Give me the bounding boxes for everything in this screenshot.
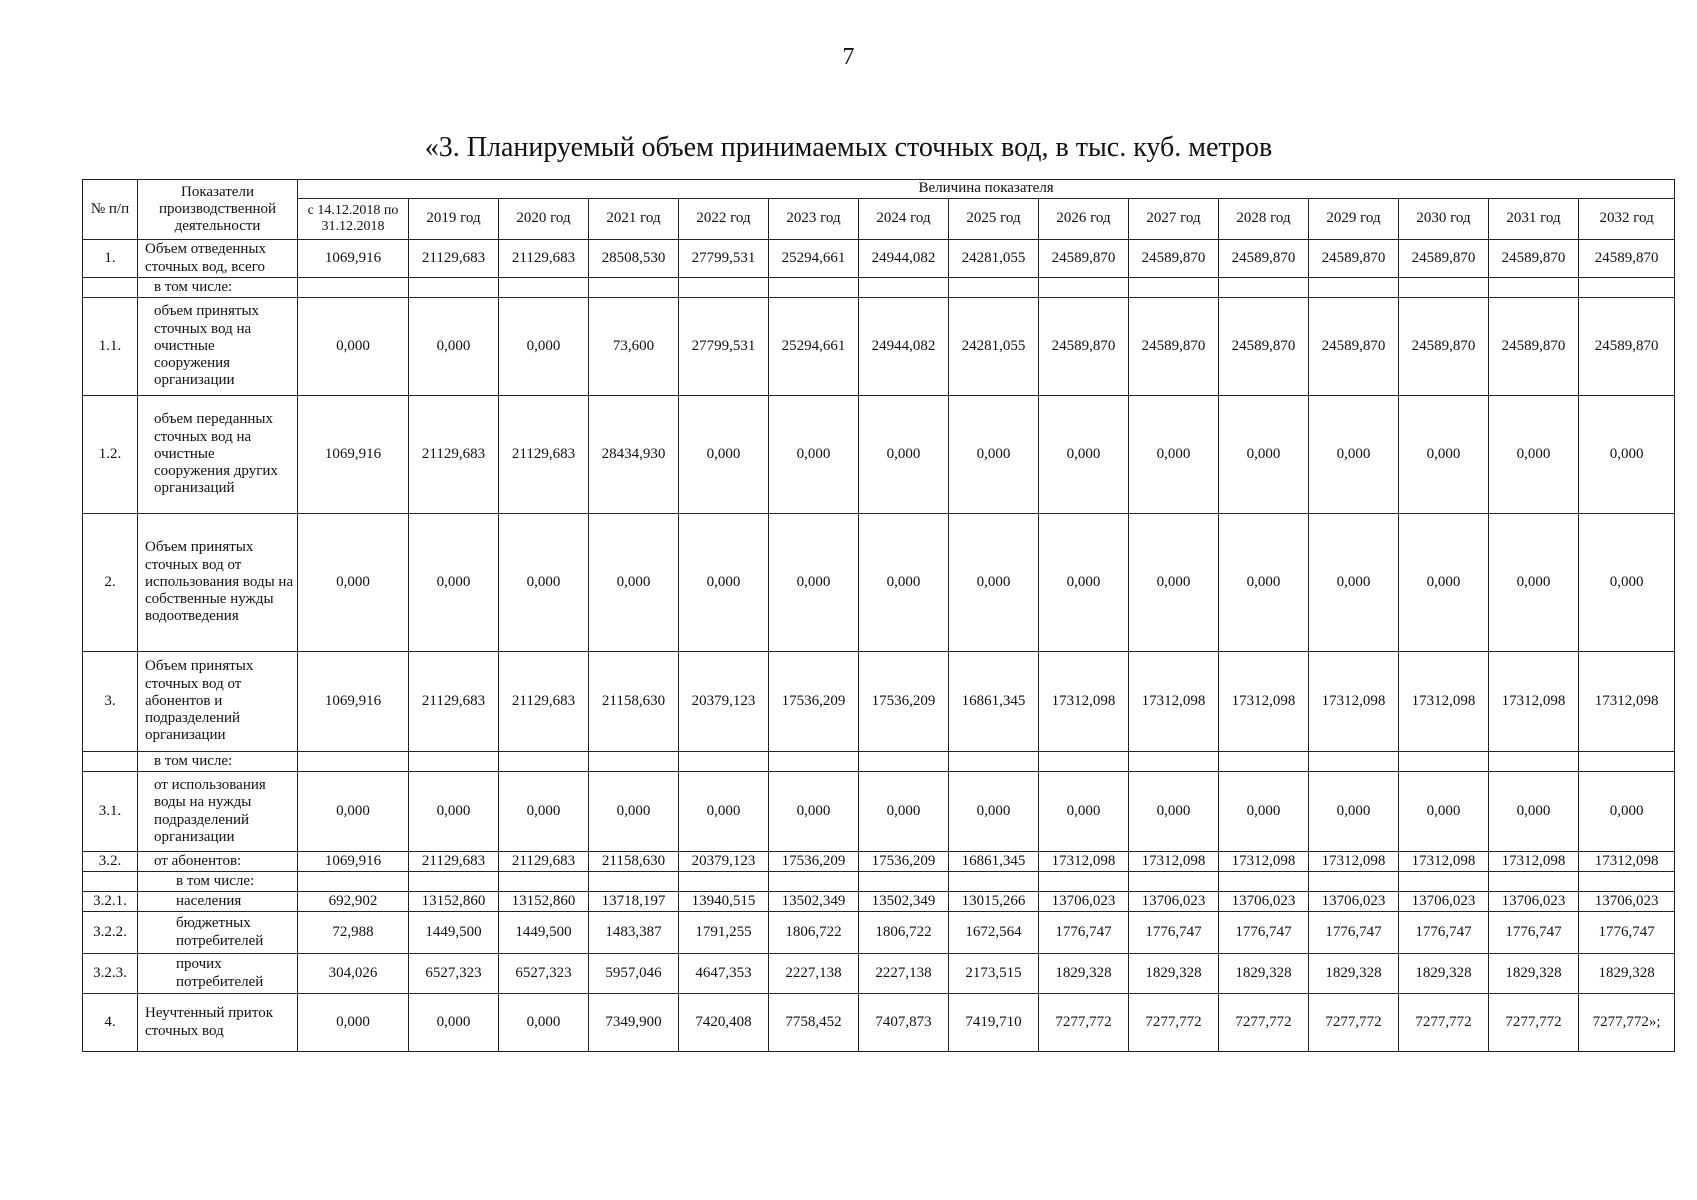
- value-cell: 21129,683: [409, 396, 499, 514]
- value-cell: 0,000: [1489, 514, 1579, 652]
- value-cell: 24281,055: [949, 240, 1039, 278]
- value-cell: 0,000: [1129, 772, 1219, 852]
- value-cell: 13706,023: [1219, 892, 1309, 912]
- value-cell: 0,000: [409, 298, 499, 396]
- value-cell: [949, 278, 1039, 298]
- value-cell: 0,000: [769, 514, 859, 652]
- row-number: [83, 752, 138, 772]
- table-row: [83, 994, 1675, 1052]
- value-cell: 16861,345: [949, 652, 1039, 752]
- row-indicator: объем принятых сточных вод на очистные сооружения организации: [138, 298, 298, 396]
- value-cell: 6527,323: [409, 954, 499, 994]
- value-cell: 24589,870: [1579, 240, 1675, 278]
- value-cell: 1069,916: [298, 852, 409, 872]
- value-cell: 0,000: [1129, 514, 1219, 652]
- value-cell: 0,000: [1399, 396, 1489, 514]
- value-cell: [1579, 752, 1675, 772]
- value-cell: 24944,082: [859, 240, 949, 278]
- value-cell: [1309, 278, 1399, 298]
- row-indicator: от абонентов:: [138, 852, 298, 872]
- value-cell: 17312,098: [1579, 652, 1675, 752]
- header-no: № п/п: [83, 180, 138, 240]
- value-cell: 2227,138: [769, 954, 859, 994]
- value-cell: 24589,870: [1309, 240, 1399, 278]
- value-cell: 0,000: [1579, 772, 1675, 852]
- value-cell: 0,000: [1039, 772, 1129, 852]
- value-cell: [769, 752, 859, 772]
- value-cell: 13706,023: [1399, 892, 1489, 912]
- value-cell: 17312,098: [1309, 652, 1399, 752]
- value-cell: [1129, 752, 1219, 772]
- value-cell: 1776,747: [1489, 912, 1579, 954]
- value-cell: 7349,900: [589, 994, 679, 1052]
- row-indicator: Объем принятых сточных вод от абонентов и подразделений организации: [138, 652, 298, 752]
- value-cell: [1309, 752, 1399, 772]
- value-cell: 21129,683: [499, 852, 589, 872]
- value-cell: [1579, 278, 1675, 298]
- value-cell: [499, 872, 589, 892]
- header-year: 2024 год: [859, 199, 949, 240]
- row-indicator: объем переданных сточных вод на очистные сооружения других организаций: [138, 396, 298, 514]
- row-number: 3.2.2.: [83, 912, 138, 954]
- table-row: [83, 652, 1675, 752]
- value-cell: 1776,747: [1579, 912, 1675, 954]
- value-cell: 0,000: [1309, 772, 1399, 852]
- value-cell: 1806,722: [859, 912, 949, 954]
- value-cell: 0,000: [298, 514, 409, 652]
- header-year: с 14.12.2018 по 31.12.2018: [298, 199, 409, 240]
- value-cell: 1069,916: [298, 240, 409, 278]
- row-indicator: от использования воды на нужды подразделений организации: [138, 772, 298, 852]
- value-cell: [1309, 872, 1399, 892]
- table-row: [83, 852, 1675, 872]
- value-cell: 21129,683: [409, 852, 499, 872]
- value-cell: 0,000: [1399, 514, 1489, 652]
- header-year: 2019 год: [409, 199, 499, 240]
- table-row: [83, 772, 1675, 852]
- row-number: 2.: [83, 514, 138, 652]
- value-cell: 21129,683: [499, 652, 589, 752]
- value-cell: 1483,387: [589, 912, 679, 954]
- row-indicator: прочих потребителей: [138, 954, 298, 994]
- value-cell: 24589,870: [1039, 298, 1129, 396]
- value-cell: 24944,082: [859, 298, 949, 396]
- value-cell: 17536,209: [859, 852, 949, 872]
- value-cell: 17312,098: [1489, 652, 1579, 752]
- value-cell: [589, 278, 679, 298]
- value-cell: 1776,747: [1129, 912, 1219, 954]
- row-number: 1.: [83, 240, 138, 278]
- value-cell: [949, 872, 1039, 892]
- value-cell: [1579, 872, 1675, 892]
- value-cell: 72,988: [298, 912, 409, 954]
- value-cell: 17312,098: [1309, 852, 1399, 872]
- value-cell: [679, 752, 769, 772]
- value-cell: 1829,328: [1129, 954, 1219, 994]
- value-cell: [409, 278, 499, 298]
- value-cell: 7420,408: [679, 994, 769, 1052]
- value-cell: 1829,328: [1489, 954, 1579, 994]
- value-cell: 24589,870: [1489, 298, 1579, 396]
- row-indicator: Объем отведенных сточных вод, всего: [138, 240, 298, 278]
- value-cell: 13706,023: [1039, 892, 1129, 912]
- row-indicator: Неучтенный приток сточных вод: [138, 994, 298, 1052]
- value-cell: 7419,710: [949, 994, 1039, 1052]
- value-cell: 1449,500: [499, 912, 589, 954]
- table-row: [83, 298, 1675, 396]
- header-year: 2028 год: [1219, 199, 1309, 240]
- value-cell: 1776,747: [1039, 912, 1129, 954]
- value-cell: 17536,209: [769, 852, 859, 872]
- row-number: 1.2.: [83, 396, 138, 514]
- value-cell: 25294,661: [769, 240, 859, 278]
- header-year: 2031 год: [1489, 199, 1579, 240]
- value-cell: 24589,870: [1579, 298, 1675, 396]
- header-year: 2029 год: [1309, 199, 1399, 240]
- page-number: 7: [842, 44, 855, 70]
- value-cell: [499, 752, 589, 772]
- value-cell: 13940,515: [679, 892, 769, 912]
- value-cell: 0,000: [679, 514, 769, 652]
- value-cell: 24589,870: [1039, 240, 1129, 278]
- row-number: [83, 872, 138, 892]
- value-cell: 1776,747: [1399, 912, 1489, 954]
- value-cell: 0,000: [949, 396, 1039, 514]
- value-cell: 1672,564: [949, 912, 1039, 954]
- value-cell: [1489, 278, 1579, 298]
- value-cell: 13706,023: [1489, 892, 1579, 912]
- value-cell: 0,000: [1219, 514, 1309, 652]
- header-year: 2022 год: [679, 199, 769, 240]
- value-cell: 21158,630: [589, 652, 679, 752]
- value-cell: 0,000: [1039, 396, 1129, 514]
- value-cell: 1776,747: [1309, 912, 1399, 954]
- value-cell: 1829,328: [1579, 954, 1675, 994]
- value-cell: 13706,023: [1579, 892, 1675, 912]
- value-cell: 7277,772: [1309, 994, 1399, 1052]
- value-cell: 28508,530: [589, 240, 679, 278]
- value-cell: 0,000: [1489, 396, 1579, 514]
- value-cell: 0,000: [769, 772, 859, 852]
- value-cell: 1829,328: [1219, 954, 1309, 994]
- value-cell: [1039, 752, 1129, 772]
- header-year: 2032 год: [1579, 199, 1675, 240]
- value-cell: [1489, 752, 1579, 772]
- value-cell: [589, 752, 679, 772]
- value-cell: 17312,098: [1579, 852, 1675, 872]
- value-cell: 0,000: [1219, 396, 1309, 514]
- value-cell: [298, 278, 409, 298]
- value-cell: [298, 752, 409, 772]
- value-cell: 1069,916: [298, 396, 409, 514]
- value-cell: [1489, 872, 1579, 892]
- table-row: [83, 954, 1675, 994]
- value-cell: 7277,772: [1129, 994, 1219, 1052]
- value-cell: 13706,023: [1129, 892, 1219, 912]
- value-cell: 21129,683: [499, 240, 589, 278]
- table-row: [83, 912, 1675, 954]
- wastewater-volume-table: [82, 179, 1675, 1052]
- value-cell: 0,000: [1219, 772, 1309, 852]
- value-cell: 0,000: [769, 396, 859, 514]
- value-cell: 7277,772: [1399, 994, 1489, 1052]
- value-cell: [1039, 872, 1129, 892]
- value-cell: 24589,870: [1129, 298, 1219, 396]
- row-indicator: бюджетных потребителей: [138, 912, 298, 954]
- header-year: 2026 год: [1039, 199, 1129, 240]
- header-year: 2030 год: [1399, 199, 1489, 240]
- row-number: 3.: [83, 652, 138, 752]
- value-cell: 7758,452: [769, 994, 859, 1052]
- value-cell: 17312,098: [1399, 652, 1489, 752]
- row-indicator: в том числе:: [138, 278, 298, 298]
- header-indicator: Показатели производственной деятельности: [138, 180, 298, 240]
- value-cell: 0,000: [1579, 396, 1675, 514]
- value-cell: 73,600: [589, 298, 679, 396]
- value-cell: 21129,683: [499, 396, 589, 514]
- value-cell: 0,000: [859, 396, 949, 514]
- value-cell: 0,000: [1579, 514, 1675, 652]
- value-cell: 28434,930: [589, 396, 679, 514]
- value-cell: 1776,747: [1219, 912, 1309, 954]
- value-cell: 7277,772»;: [1579, 994, 1675, 1052]
- value-cell: 304,026: [298, 954, 409, 994]
- value-cell: 1829,328: [1039, 954, 1129, 994]
- value-cell: 7277,772: [1039, 994, 1129, 1052]
- value-cell: 0,000: [499, 994, 589, 1052]
- value-cell: 24589,870: [1309, 298, 1399, 396]
- value-cell: 0,000: [1309, 514, 1399, 652]
- row-indicator: населения: [138, 892, 298, 912]
- value-cell: 16861,345: [949, 852, 1039, 872]
- header-year: 2020 год: [499, 199, 589, 240]
- value-cell: 13152,860: [499, 892, 589, 912]
- header-year: 2021 год: [589, 199, 679, 240]
- value-cell: 13015,266: [949, 892, 1039, 912]
- value-cell: 7407,873: [859, 994, 949, 1052]
- value-cell: 13502,349: [769, 892, 859, 912]
- value-cell: 0,000: [409, 514, 499, 652]
- value-cell: 0,000: [859, 772, 949, 852]
- value-cell: 17312,098: [1129, 652, 1219, 752]
- value-cell: 20379,123: [679, 852, 769, 872]
- table-row: [83, 278, 1675, 298]
- value-cell: 24589,870: [1129, 240, 1219, 278]
- value-cell: 25294,661: [769, 298, 859, 396]
- value-cell: 21129,683: [409, 652, 499, 752]
- value-cell: 24589,870: [1219, 240, 1309, 278]
- value-cell: 0,000: [499, 298, 589, 396]
- table-row: [83, 396, 1675, 514]
- value-cell: 1829,328: [1309, 954, 1399, 994]
- value-cell: 24281,055: [949, 298, 1039, 396]
- value-cell: 1449,500: [409, 912, 499, 954]
- value-cell: 7277,772: [1219, 994, 1309, 1052]
- row-indicator: в том числе:: [138, 752, 298, 772]
- value-cell: 17312,098: [1489, 852, 1579, 872]
- value-cell: 0,000: [409, 772, 499, 852]
- value-cell: 1829,328: [1399, 954, 1489, 994]
- value-cell: 1791,255: [679, 912, 769, 954]
- value-cell: 21129,683: [409, 240, 499, 278]
- value-cell: 0,000: [589, 772, 679, 852]
- row-number: 3.2.: [83, 852, 138, 872]
- value-cell: [769, 872, 859, 892]
- value-cell: [409, 752, 499, 772]
- value-cell: 17312,098: [1039, 852, 1129, 872]
- value-cell: [1399, 872, 1489, 892]
- header-values: Величина показателя: [298, 180, 1675, 199]
- value-cell: 20379,123: [679, 652, 769, 752]
- value-cell: 0,000: [298, 298, 409, 396]
- value-cell: 17312,098: [1399, 852, 1489, 872]
- header-year: 2027 год: [1129, 199, 1219, 240]
- value-cell: 6527,323: [499, 954, 589, 994]
- value-cell: [1039, 278, 1129, 298]
- value-cell: [1129, 872, 1219, 892]
- value-cell: 24589,870: [1219, 298, 1309, 396]
- value-cell: [1219, 872, 1309, 892]
- value-cell: 5957,046: [589, 954, 679, 994]
- value-cell: [949, 752, 1039, 772]
- value-cell: 0,000: [679, 772, 769, 852]
- table-row: [83, 872, 1675, 892]
- value-cell: 24589,870: [1489, 240, 1579, 278]
- value-cell: 27799,531: [679, 298, 769, 396]
- value-cell: 17312,098: [1129, 852, 1219, 872]
- value-cell: 0,000: [1039, 514, 1129, 652]
- value-cell: 17312,098: [1219, 652, 1309, 752]
- value-cell: 13502,349: [859, 892, 949, 912]
- value-cell: [679, 278, 769, 298]
- value-cell: 24589,870: [1399, 240, 1489, 278]
- value-cell: [1399, 752, 1489, 772]
- value-cell: [679, 872, 769, 892]
- table-title: «3. Планируемый объем принимаемых сточных вод, в тыс. куб. метров: [424, 132, 1273, 163]
- value-cell: 17312,098: [1039, 652, 1129, 752]
- table-row: [83, 752, 1675, 772]
- value-cell: 0,000: [1489, 772, 1579, 852]
- value-cell: 2227,138: [859, 954, 949, 994]
- value-cell: 24589,870: [1399, 298, 1489, 396]
- value-cell: 1806,722: [769, 912, 859, 954]
- value-cell: [589, 872, 679, 892]
- value-cell: 0,000: [1129, 396, 1219, 514]
- row-indicator: в том числе:: [138, 872, 298, 892]
- value-cell: 13706,023: [1309, 892, 1399, 912]
- row-number: [83, 278, 138, 298]
- value-cell: 17536,209: [859, 652, 949, 752]
- value-cell: [769, 278, 859, 298]
- value-cell: 0,000: [1399, 772, 1489, 852]
- value-cell: 17312,098: [1219, 852, 1309, 872]
- value-cell: [298, 872, 409, 892]
- value-cell: 0,000: [1309, 396, 1399, 514]
- value-cell: 0,000: [679, 396, 769, 514]
- value-cell: 0,000: [859, 514, 949, 652]
- row-number: 3.1.: [83, 772, 138, 852]
- table-row: [83, 514, 1675, 652]
- value-cell: 0,000: [949, 772, 1039, 852]
- row-number: 4.: [83, 994, 138, 1052]
- table-row: [83, 892, 1675, 912]
- value-cell: [1219, 278, 1309, 298]
- value-cell: 0,000: [589, 514, 679, 652]
- value-cell: 13152,860: [409, 892, 499, 912]
- value-cell: 692,902: [298, 892, 409, 912]
- header-year: 2025 год: [949, 199, 1039, 240]
- value-cell: 4647,353: [679, 954, 769, 994]
- value-cell: 7277,772: [1489, 994, 1579, 1052]
- row-number: 3.2.3.: [83, 954, 138, 994]
- value-cell: 17536,209: [769, 652, 859, 752]
- value-cell: [859, 278, 949, 298]
- value-cell: [1129, 278, 1219, 298]
- value-cell: 0,000: [409, 994, 499, 1052]
- value-cell: 27799,531: [679, 240, 769, 278]
- value-cell: 13718,197: [589, 892, 679, 912]
- value-cell: 2173,515: [949, 954, 1039, 994]
- row-number: 3.2.1.: [83, 892, 138, 912]
- value-cell: [1399, 278, 1489, 298]
- value-cell: 0,000: [499, 514, 589, 652]
- table-row: [83, 240, 1675, 278]
- row-indicator: Объем принятых сточных вод от использования воды на собственные нужды водоотведения: [138, 514, 298, 652]
- header-year: 2023 год: [769, 199, 859, 240]
- row-number: 1.1.: [83, 298, 138, 396]
- value-cell: [499, 278, 589, 298]
- value-cell: 21158,630: [589, 852, 679, 872]
- value-cell: 0,000: [298, 772, 409, 852]
- value-cell: [1219, 752, 1309, 772]
- value-cell: [859, 752, 949, 772]
- value-cell: [409, 872, 499, 892]
- value-cell: 0,000: [949, 514, 1039, 652]
- value-cell: 1069,916: [298, 652, 409, 752]
- value-cell: 0,000: [499, 772, 589, 852]
- value-cell: [859, 872, 949, 892]
- value-cell: 0,000: [298, 994, 409, 1052]
